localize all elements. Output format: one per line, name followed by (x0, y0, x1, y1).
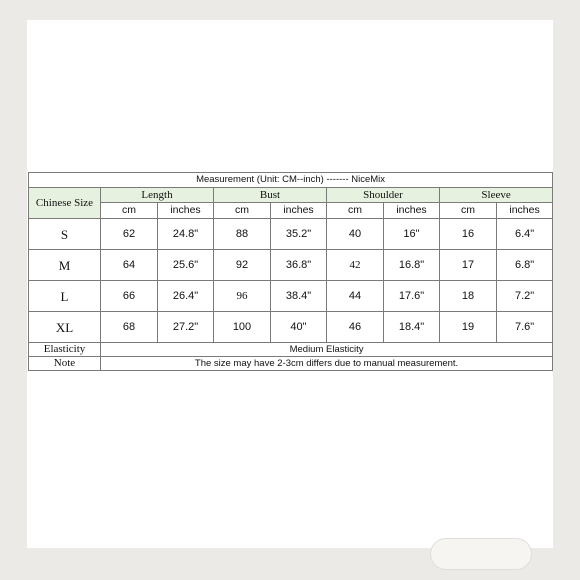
table-cell: 36.8" (271, 250, 327, 281)
unit-header: cm (440, 203, 497, 219)
table-cell: 92 (214, 250, 271, 281)
table-cell: 44 (327, 281, 384, 312)
note-label: Note (29, 357, 101, 371)
bottom-pill-button[interactable] (430, 538, 532, 570)
unit-header: inches (497, 203, 553, 219)
table-cell: 16.8" (384, 250, 440, 281)
table-cell: 6.8" (497, 250, 553, 281)
table-cell: 38.4" (271, 281, 327, 312)
table-cell: 19 (440, 312, 497, 343)
table-cell: 88 (214, 219, 271, 250)
table-cell: 42 (327, 250, 384, 281)
table-title: Measurement (Unit: CM--inch) ------- NiceMix (29, 173, 553, 188)
table-row (29, 312, 553, 343)
table-cell: 18 (440, 281, 497, 312)
table-cell: 46 (327, 312, 384, 343)
table-cell: 40 (327, 219, 384, 250)
table-cell: 16" (384, 219, 440, 250)
group-header-shoulder: Shoulder (327, 188, 440, 203)
table-cell: 40" (271, 312, 327, 343)
table-cell: 24.8" (158, 219, 214, 250)
table-cell: 26.4" (158, 281, 214, 312)
size-label: M (29, 250, 101, 281)
table-cell: 35.2" (271, 219, 327, 250)
table-cell: 17 (440, 250, 497, 281)
table-cell: 68 (101, 312, 158, 343)
size-label: XL (29, 312, 101, 343)
table-cell: 25.6" (158, 250, 214, 281)
unit-header: cm (214, 203, 271, 219)
unit-header: cm (101, 203, 158, 219)
table-cell: 7.6" (497, 312, 553, 343)
group-header-row (29, 188, 553, 203)
size-label: S (29, 219, 101, 250)
note-value: The size may have 2-3cm differs due to manual measurement. (101, 357, 553, 371)
table-cell: 6.4" (497, 219, 553, 250)
elasticity-label: Elasticity (29, 343, 101, 357)
unit-header: inches (384, 203, 440, 219)
size-label: L (29, 281, 101, 312)
table-cell: 7.2" (497, 281, 553, 312)
table-cell: 17.6" (384, 281, 440, 312)
group-header-length: Length (101, 188, 214, 203)
table-cell: 96 (214, 281, 271, 312)
table-row (29, 219, 553, 250)
group-header-bust: Bust (214, 188, 327, 203)
table-cell: 64 (101, 250, 158, 281)
table-cell: 62 (101, 219, 158, 250)
elasticity-value: Medium Elasticity (101, 343, 553, 357)
table-cell: 16 (440, 219, 497, 250)
table-cell: 66 (101, 281, 158, 312)
table-row (29, 250, 553, 281)
unit-header: inches (271, 203, 327, 219)
title-row (29, 173, 553, 188)
size-chart-table (28, 172, 553, 371)
size-header: Chinese Size (29, 188, 101, 219)
note-row (29, 357, 553, 371)
table-row (29, 281, 553, 312)
table-cell: 18.4" (384, 312, 440, 343)
unit-header-row (29, 203, 553, 219)
table-cell: 100 (214, 312, 271, 343)
unit-header: inches (158, 203, 214, 219)
elasticity-row (29, 343, 553, 357)
group-header-sleeve: Sleeve (440, 188, 553, 203)
table-cell: 27.2" (158, 312, 214, 343)
unit-header: cm (327, 203, 384, 219)
